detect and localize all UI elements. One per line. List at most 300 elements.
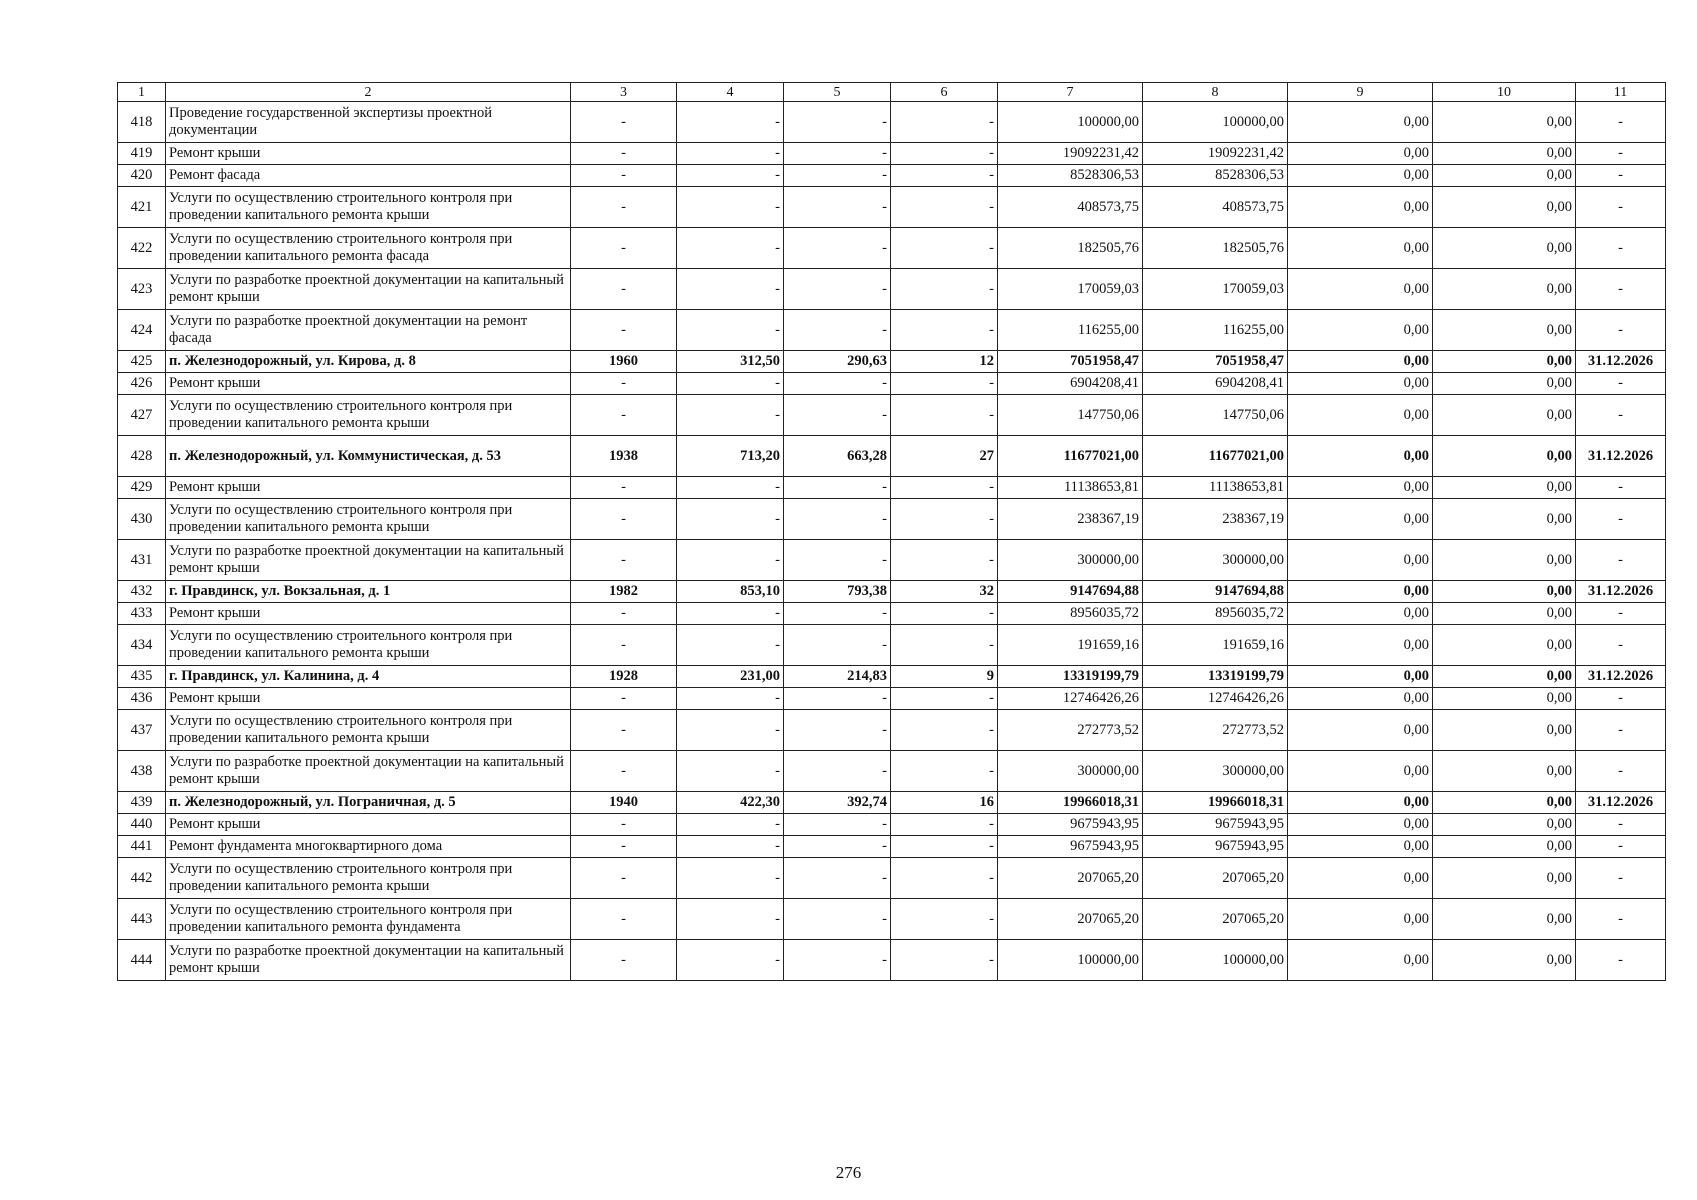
other-cost-cell: 0,00 — [1433, 187, 1576, 228]
year-cell: - — [571, 165, 677, 187]
deadline-cell: - — [1576, 751, 1666, 792]
work-name-cell: Услуги по разработке проектной документации на капитальный ремонт крыши — [166, 269, 571, 310]
budget-cost-cell: 0,00 — [1288, 814, 1433, 836]
budget-cost-cell: 0,00 — [1288, 666, 1433, 688]
fund-cost-cell: 191659,16 — [1143, 625, 1288, 666]
total-cost-cell: 6904208,41 — [998, 373, 1143, 395]
other-cost-cell: 0,00 — [1433, 625, 1576, 666]
total-cost-cell: 170059,03 — [998, 269, 1143, 310]
year-cell: - — [571, 751, 677, 792]
other-cost-cell: 0,00 — [1433, 688, 1576, 710]
total-area-cell: - — [677, 751, 784, 792]
other-cost-cell: 0,00 — [1433, 899, 1576, 940]
column-header: 10 — [1433, 83, 1576, 102]
budget-cost-cell: 0,00 — [1288, 625, 1433, 666]
work-name-cell: Услуги по осуществлению строительного контроля при проведении капитального ремонта крыши — [166, 625, 571, 666]
budget-cost-cell: 0,00 — [1288, 436, 1433, 477]
living-area-cell: - — [784, 625, 891, 666]
year-cell: - — [571, 143, 677, 165]
row-number-cell: 418 — [118, 102, 166, 143]
other-cost-cell: 0,00 — [1433, 395, 1576, 436]
residents-cell: - — [891, 814, 998, 836]
residents-cell: - — [891, 395, 998, 436]
deadline-cell: - — [1576, 269, 1666, 310]
other-cost-cell: 0,00 — [1433, 102, 1576, 143]
fund-cost-cell: 8956035,72 — [1143, 603, 1288, 625]
fund-cost-cell: 238367,19 — [1143, 499, 1288, 540]
total-cost-cell: 116255,00 — [998, 310, 1143, 351]
residents-cell: - — [891, 836, 998, 858]
column-number-header-row — [118, 83, 1666, 102]
residents-cell: - — [891, 858, 998, 899]
table-row — [118, 858, 1666, 899]
total-area-cell: 312,50 — [677, 351, 784, 373]
living-area-cell: - — [784, 899, 891, 940]
living-area-cell: - — [784, 688, 891, 710]
other-cost-cell: 0,00 — [1433, 143, 1576, 165]
year-cell: 1928 — [571, 666, 677, 688]
fund-cost-cell: 11138653,81 — [1143, 477, 1288, 499]
table-row — [118, 143, 1666, 165]
residents-cell: - — [891, 625, 998, 666]
residents-cell: - — [891, 603, 998, 625]
year-cell: - — [571, 710, 677, 751]
living-area-cell: - — [784, 836, 891, 858]
living-area-cell: - — [784, 477, 891, 499]
table-row — [118, 666, 1666, 688]
budget-cost-cell: 0,00 — [1288, 395, 1433, 436]
living-area-cell: - — [784, 373, 891, 395]
total-area-cell: - — [677, 625, 784, 666]
row-number-cell: 443 — [118, 899, 166, 940]
budget-cost-cell: 0,00 — [1288, 836, 1433, 858]
total-cost-cell: 8956035,72 — [998, 603, 1143, 625]
row-number-cell: 423 — [118, 269, 166, 310]
total-cost-cell: 272773,52 — [998, 710, 1143, 751]
total-area-cell: - — [677, 499, 784, 540]
work-name-cell: Ремонт крыши — [166, 143, 571, 165]
deadline-cell: - — [1576, 688, 1666, 710]
year-cell: - — [571, 836, 677, 858]
table-row — [118, 477, 1666, 499]
deadline-cell: - — [1576, 940, 1666, 981]
living-area-cell: - — [784, 143, 891, 165]
total-area-cell: - — [677, 688, 784, 710]
work-name-cell: Услуги по осуществлению строительного контроля при проведении капитального ремонта крыши — [166, 710, 571, 751]
residents-cell: 27 — [891, 436, 998, 477]
table-row — [118, 102, 1666, 143]
table-body — [118, 102, 1666, 981]
total-area-cell: - — [677, 899, 784, 940]
budget-cost-cell: 0,00 — [1288, 858, 1433, 899]
column-header: 4 — [677, 83, 784, 102]
total-area-cell: - — [677, 836, 784, 858]
year-cell: 1940 — [571, 792, 677, 814]
living-area-cell: - — [784, 540, 891, 581]
residents-cell: - — [891, 751, 998, 792]
fund-cost-cell: 100000,00 — [1143, 102, 1288, 143]
work-name-cell: Услуги по осуществлению строительного контроля при проведении капитального ремонта фундамента — [166, 899, 571, 940]
residents-cell: - — [891, 143, 998, 165]
column-header: 9 — [1288, 83, 1433, 102]
row-number-cell: 427 — [118, 395, 166, 436]
work-name-cell: Ремонт фасада — [166, 165, 571, 187]
other-cost-cell: 0,00 — [1433, 351, 1576, 373]
year-cell: - — [571, 899, 677, 940]
fund-cost-cell: 8528306,53 — [1143, 165, 1288, 187]
table-row — [118, 688, 1666, 710]
other-cost-cell: 0,00 — [1433, 666, 1576, 688]
residents-cell: - — [891, 228, 998, 269]
living-area-cell: - — [784, 102, 891, 143]
total-area-cell: - — [677, 102, 784, 143]
row-number-cell: 432 — [118, 581, 166, 603]
living-area-cell: - — [784, 751, 891, 792]
budget-cost-cell: 0,00 — [1288, 688, 1433, 710]
column-header: 7 — [998, 83, 1143, 102]
total-area-cell: - — [677, 603, 784, 625]
year-cell: - — [571, 540, 677, 581]
deadline-cell: - — [1576, 499, 1666, 540]
column-header: 1 — [118, 83, 166, 102]
deadline-cell: 31.12.2026 — [1576, 351, 1666, 373]
living-area-cell: - — [784, 228, 891, 269]
column-header: 6 — [891, 83, 998, 102]
total-cost-cell: 7051958,47 — [998, 351, 1143, 373]
deadline-cell: 31.12.2026 — [1576, 581, 1666, 603]
total-cost-cell: 11138653,81 — [998, 477, 1143, 499]
total-area-cell: 853,10 — [677, 581, 784, 603]
year-cell: - — [571, 477, 677, 499]
row-number-cell: 444 — [118, 940, 166, 981]
row-number-cell: 424 — [118, 310, 166, 351]
residents-cell: 9 — [891, 666, 998, 688]
deadline-cell: - — [1576, 814, 1666, 836]
budget-cost-cell: 0,00 — [1288, 102, 1433, 143]
year-cell: - — [571, 269, 677, 310]
total-cost-cell: 12746426,26 — [998, 688, 1143, 710]
residents-cell: 12 — [891, 351, 998, 373]
total-cost-cell: 207065,20 — [998, 899, 1143, 940]
table-row — [118, 436, 1666, 477]
total-area-cell: 713,20 — [677, 436, 784, 477]
table-row — [118, 269, 1666, 310]
fund-cost-cell: 182505,76 — [1143, 228, 1288, 269]
deadline-cell: - — [1576, 710, 1666, 751]
deadline-cell: - — [1576, 858, 1666, 899]
budget-cost-cell: 0,00 — [1288, 351, 1433, 373]
table-row — [118, 165, 1666, 187]
living-area-cell: - — [784, 603, 891, 625]
fund-cost-cell: 7051958,47 — [1143, 351, 1288, 373]
capital-repair-table — [117, 82, 1666, 981]
deadline-cell: - — [1576, 143, 1666, 165]
budget-cost-cell: 0,00 — [1288, 187, 1433, 228]
work-name-cell: Ремонт крыши — [166, 688, 571, 710]
total-area-cell: 231,00 — [677, 666, 784, 688]
deadline-cell: 31.12.2026 — [1576, 436, 1666, 477]
fund-cost-cell: 12746426,26 — [1143, 688, 1288, 710]
other-cost-cell: 0,00 — [1433, 603, 1576, 625]
other-cost-cell: 0,00 — [1433, 792, 1576, 814]
column-header: 5 — [784, 83, 891, 102]
other-cost-cell: 0,00 — [1433, 814, 1576, 836]
other-cost-cell: 0,00 — [1433, 581, 1576, 603]
living-area-cell: - — [784, 814, 891, 836]
residents-cell: - — [891, 940, 998, 981]
residents-cell: - — [891, 187, 998, 228]
living-area-cell: - — [784, 858, 891, 899]
table-row — [118, 940, 1666, 981]
residents-cell: - — [891, 710, 998, 751]
residents-cell: - — [891, 477, 998, 499]
deadline-cell: - — [1576, 228, 1666, 269]
residents-cell: - — [891, 165, 998, 187]
total-cost-cell: 9147694,88 — [998, 581, 1143, 603]
year-cell: - — [571, 603, 677, 625]
fund-cost-cell: 408573,75 — [1143, 187, 1288, 228]
residents-cell: - — [891, 540, 998, 581]
total-cost-cell: 408573,75 — [998, 187, 1143, 228]
budget-cost-cell: 0,00 — [1288, 165, 1433, 187]
column-header: 11 — [1576, 83, 1666, 102]
row-number-cell: 433 — [118, 603, 166, 625]
residents-cell: - — [891, 688, 998, 710]
table-row — [118, 187, 1666, 228]
residents-cell: - — [891, 899, 998, 940]
work-name-cell: п. Железнодорожный, ул. Кирова, д. 8 — [166, 351, 571, 373]
year-cell: - — [571, 395, 677, 436]
fund-cost-cell: 170059,03 — [1143, 269, 1288, 310]
total-cost-cell: 191659,16 — [998, 625, 1143, 666]
row-number-cell: 421 — [118, 187, 166, 228]
work-name-cell: Ремонт крыши — [166, 477, 571, 499]
work-name-cell: Услуги по разработке проектной документации на капитальный ремонт крыши — [166, 940, 571, 981]
fund-cost-cell: 100000,00 — [1143, 940, 1288, 981]
budget-cost-cell: 0,00 — [1288, 751, 1433, 792]
year-cell: 1982 — [571, 581, 677, 603]
residents-cell: - — [891, 102, 998, 143]
table-row — [118, 710, 1666, 751]
work-name-cell: п. Железнодорожный, ул. Пограничная, д. 5 — [166, 792, 571, 814]
total-cost-cell: 238367,19 — [998, 499, 1143, 540]
other-cost-cell: 0,00 — [1433, 269, 1576, 310]
work-name-cell: Проведение государственной экспертизы проектной документации — [166, 102, 571, 143]
fund-cost-cell: 116255,00 — [1143, 310, 1288, 351]
total-area-cell: - — [677, 165, 784, 187]
table-row — [118, 836, 1666, 858]
deadline-cell: - — [1576, 165, 1666, 187]
total-cost-cell: 147750,06 — [998, 395, 1143, 436]
other-cost-cell: 0,00 — [1433, 858, 1576, 899]
living-area-cell: - — [784, 310, 891, 351]
page-number: 276 — [835, 1163, 862, 1182]
deadline-cell: - — [1576, 836, 1666, 858]
residents-cell: 32 — [891, 581, 998, 603]
work-name-cell: п. Железнодорожный, ул. Коммунистическая, д. 53 — [166, 436, 571, 477]
deadline-cell: - — [1576, 187, 1666, 228]
row-number-cell: 429 — [118, 477, 166, 499]
total-area-cell: - — [677, 395, 784, 436]
table-row — [118, 814, 1666, 836]
budget-cost-cell: 0,00 — [1288, 792, 1433, 814]
living-area-cell: 214,83 — [784, 666, 891, 688]
table-row — [118, 792, 1666, 814]
budget-cost-cell: 0,00 — [1288, 269, 1433, 310]
row-number-cell: 436 — [118, 688, 166, 710]
living-area-cell: - — [784, 395, 891, 436]
other-cost-cell: 0,00 — [1433, 499, 1576, 540]
column-header: 3 — [571, 83, 677, 102]
budget-cost-cell: 0,00 — [1288, 899, 1433, 940]
year-cell: - — [571, 814, 677, 836]
work-name-cell: Услуги по осуществлению строительного контроля при проведении капитального ремонта крыши — [166, 858, 571, 899]
other-cost-cell: 0,00 — [1433, 228, 1576, 269]
fund-cost-cell: 9675943,95 — [1143, 836, 1288, 858]
row-number-cell: 420 — [118, 165, 166, 187]
living-area-cell: - — [784, 269, 891, 310]
row-number-cell: 438 — [118, 751, 166, 792]
residents-cell: - — [891, 499, 998, 540]
total-area-cell: 422,30 — [677, 792, 784, 814]
living-area-cell: 290,63 — [784, 351, 891, 373]
row-number-cell: 435 — [118, 666, 166, 688]
total-area-cell: - — [677, 269, 784, 310]
work-name-cell: Ремонт крыши — [166, 603, 571, 625]
document-table-container — [117, 82, 1665, 981]
year-cell: - — [571, 688, 677, 710]
work-name-cell: Услуги по разработке проектной документации на капитальный ремонт крыши — [166, 540, 571, 581]
total-cost-cell: 9675943,95 — [998, 814, 1143, 836]
budget-cost-cell: 0,00 — [1288, 228, 1433, 269]
budget-cost-cell: 0,00 — [1288, 477, 1433, 499]
row-number-cell: 425 — [118, 351, 166, 373]
work-name-cell: Ремонт крыши — [166, 373, 571, 395]
living-area-cell: - — [784, 710, 891, 751]
total-area-cell: - — [677, 187, 784, 228]
fund-cost-cell: 9675943,95 — [1143, 814, 1288, 836]
work-name-cell: Услуги по осуществлению строительного контроля при проведении капитального ремонта фасада — [166, 228, 571, 269]
total-cost-cell: 19966018,31 — [998, 792, 1143, 814]
year-cell: 1938 — [571, 436, 677, 477]
deadline-cell: - — [1576, 603, 1666, 625]
table-row — [118, 581, 1666, 603]
other-cost-cell: 0,00 — [1433, 836, 1576, 858]
total-area-cell: - — [677, 310, 784, 351]
residents-cell: - — [891, 310, 998, 351]
work-name-cell: Услуги по осуществлению строительного контроля при проведении капитального ремонта крыши — [166, 395, 571, 436]
table-row — [118, 228, 1666, 269]
living-area-cell: - — [784, 187, 891, 228]
deadline-cell: - — [1576, 395, 1666, 436]
fund-cost-cell: 300000,00 — [1143, 540, 1288, 581]
column-header: 2 — [166, 83, 571, 102]
year-cell: 1960 — [571, 351, 677, 373]
year-cell: - — [571, 310, 677, 351]
total-cost-cell: 207065,20 — [998, 858, 1143, 899]
other-cost-cell: 0,00 — [1433, 310, 1576, 351]
budget-cost-cell: 0,00 — [1288, 143, 1433, 165]
other-cost-cell: 0,00 — [1433, 477, 1576, 499]
year-cell: - — [571, 228, 677, 269]
total-area-cell: - — [677, 710, 784, 751]
year-cell: - — [571, 858, 677, 899]
total-area-cell: - — [677, 814, 784, 836]
table-row — [118, 395, 1666, 436]
row-number-cell: 419 — [118, 143, 166, 165]
budget-cost-cell: 0,00 — [1288, 373, 1433, 395]
deadline-cell: - — [1576, 899, 1666, 940]
row-number-cell: 430 — [118, 499, 166, 540]
fund-cost-cell: 11677021,00 — [1143, 436, 1288, 477]
deadline-cell: - — [1576, 477, 1666, 499]
fund-cost-cell: 9147694,88 — [1143, 581, 1288, 603]
budget-cost-cell: 0,00 — [1288, 581, 1433, 603]
row-number-cell: 442 — [118, 858, 166, 899]
total-area-cell: - — [677, 228, 784, 269]
budget-cost-cell: 0,00 — [1288, 310, 1433, 351]
work-name-cell: Услуги по разработке проектной документации на капитальный ремонт крыши — [166, 751, 571, 792]
residents-cell: 16 — [891, 792, 998, 814]
year-cell: - — [571, 625, 677, 666]
row-number-cell: 437 — [118, 710, 166, 751]
deadline-cell: - — [1576, 310, 1666, 351]
budget-cost-cell: 0,00 — [1288, 499, 1433, 540]
row-number-cell: 441 — [118, 836, 166, 858]
total-cost-cell: 182505,76 — [998, 228, 1143, 269]
table-row — [118, 373, 1666, 395]
row-number-cell: 428 — [118, 436, 166, 477]
work-name-cell: Услуги по разработке проектной документации на ремонт фасада — [166, 310, 571, 351]
fund-cost-cell: 147750,06 — [1143, 395, 1288, 436]
total-area-cell: - — [677, 477, 784, 499]
total-cost-cell: 19092231,42 — [998, 143, 1143, 165]
deadline-cell: 31.12.2026 — [1576, 792, 1666, 814]
budget-cost-cell: 0,00 — [1288, 940, 1433, 981]
budget-cost-cell: 0,00 — [1288, 540, 1433, 581]
budget-cost-cell: 0,00 — [1288, 710, 1433, 751]
row-number-cell: 440 — [118, 814, 166, 836]
deadline-cell: - — [1576, 102, 1666, 143]
fund-cost-cell: 6904208,41 — [1143, 373, 1288, 395]
fund-cost-cell: 19092231,42 — [1143, 143, 1288, 165]
other-cost-cell: 0,00 — [1433, 436, 1576, 477]
row-number-cell: 422 — [118, 228, 166, 269]
total-area-cell: - — [677, 373, 784, 395]
row-number-cell: 434 — [118, 625, 166, 666]
fund-cost-cell: 207065,20 — [1143, 858, 1288, 899]
total-cost-cell: 100000,00 — [998, 102, 1143, 143]
fund-cost-cell: 19966018,31 — [1143, 792, 1288, 814]
column-header: 8 — [1143, 83, 1288, 102]
fund-cost-cell: 300000,00 — [1143, 751, 1288, 792]
living-area-cell: - — [784, 165, 891, 187]
total-area-cell: - — [677, 143, 784, 165]
table-row — [118, 751, 1666, 792]
work-name-cell: Ремонт фундамента многоквартирного дома — [166, 836, 571, 858]
budget-cost-cell: 0,00 — [1288, 603, 1433, 625]
living-area-cell: 663,28 — [784, 436, 891, 477]
fund-cost-cell: 13319199,79 — [1143, 666, 1288, 688]
total-cost-cell: 100000,00 — [998, 940, 1143, 981]
table-row — [118, 310, 1666, 351]
work-name-cell: Услуги по осуществлению строительного контроля при проведении капитального ремонта крыши — [166, 499, 571, 540]
table-row — [118, 351, 1666, 373]
living-area-cell: - — [784, 499, 891, 540]
residents-cell: - — [891, 373, 998, 395]
table-row — [118, 540, 1666, 581]
year-cell: - — [571, 373, 677, 395]
